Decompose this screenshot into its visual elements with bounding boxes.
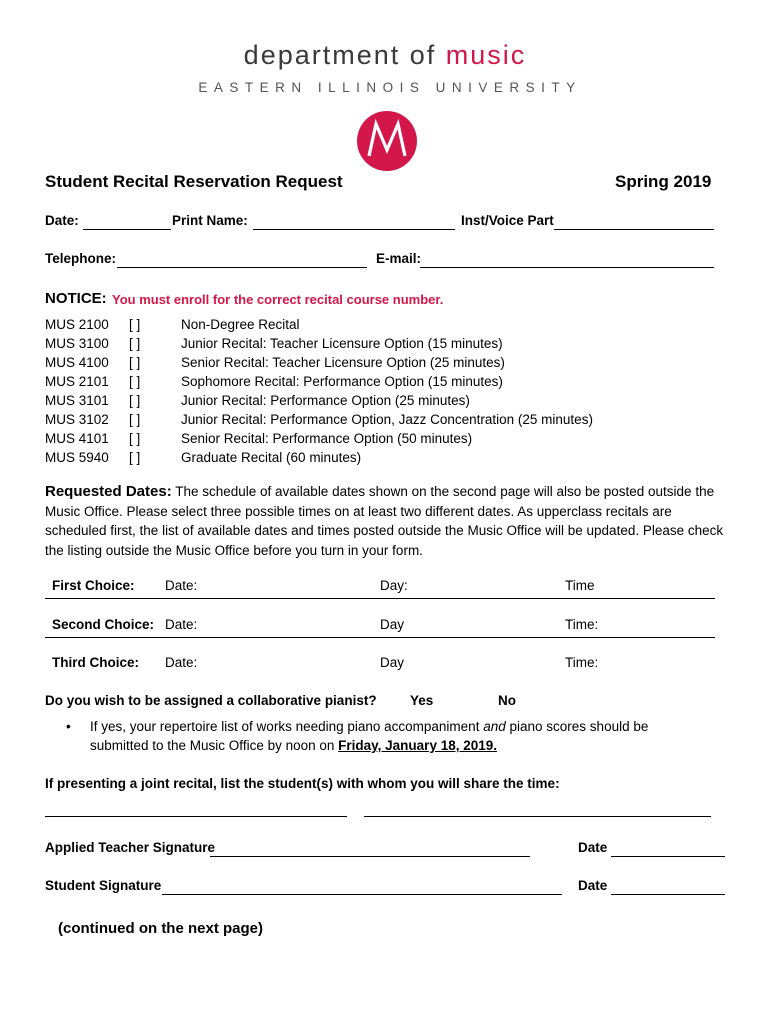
course-desc: Senior Recital: Performance Option (50 minutes) — [181, 431, 473, 446]
teacher-date-field[interactable] — [611, 856, 725, 857]
choice-label: First Choice: — [52, 578, 135, 593]
second-choice-row[interactable] — [45, 617, 715, 638]
telephone-label: Telephone: — [45, 251, 117, 266]
course-desc: Junior Recital: Performance Option, Jazz Concentration (25 minutes) — [181, 412, 593, 427]
course-code: MUS 2101 — [45, 374, 109, 389]
teacher-date-label: Date — [578, 840, 608, 855]
course-checkbox[interactable]: [ ] — [129, 317, 141, 332]
choice-date-label: Date: — [165, 655, 198, 670]
notice-label: NOTICE: — [45, 290, 107, 307]
course-code: MUS 3102 — [45, 412, 109, 427]
course-code: MUS 4100 — [45, 355, 109, 370]
course-checkbox[interactable]: [ ] — [129, 431, 141, 446]
print-name-field[interactable] — [253, 229, 455, 230]
teacher-signature-label: Applied Teacher Signature — [45, 840, 216, 855]
choice-time-label: Time — [565, 578, 595, 593]
pianist-yes-option[interactable]: Yes — [410, 693, 434, 708]
course-checkbox[interactable]: [ ] — [129, 393, 141, 408]
choice-day-label: Day: — [380, 578, 408, 593]
term-label: Spring 2019 — [615, 172, 712, 191]
choice-date-label: Date: — [165, 578, 198, 593]
bullet-text-post: piano scores should be — [509, 719, 649, 734]
course-code: MUS 3101 — [45, 393, 109, 408]
dept-music: music — [445, 40, 527, 70]
telephone-field[interactable] — [117, 267, 367, 268]
choice-day-label: Day — [380, 617, 405, 632]
joint-student-field-1[interactable] — [45, 816, 347, 817]
course-code: MUS 2100 — [45, 317, 109, 332]
course-code: MUS 3100 — [45, 336, 109, 351]
joint-recital-question: If presenting a joint recital, list the student(s) with whom you will share the time: — [45, 776, 560, 791]
choice-time-label: Time: — [565, 617, 599, 632]
course-checkbox[interactable]: [ ] — [129, 336, 141, 351]
inst-voice-field[interactable] — [554, 229, 714, 230]
course-checkbox[interactable]: [ ] — [129, 355, 141, 370]
course-desc: Sophomore Recital: Performance Option (15 minutes) — [181, 374, 503, 389]
student-date-label: Date — [578, 878, 608, 893]
date-label: Date: — [45, 213, 79, 228]
course-code: MUS 4101 — [45, 431, 109, 446]
course-checkbox[interactable]: [ ] — [129, 412, 141, 427]
department-heading — [0, 40, 770, 71]
requested-dates-heading: Requested Dates: — [45, 483, 172, 500]
pianist-bullet-line2 — [90, 738, 497, 753]
email-field[interactable] — [420, 267, 714, 268]
continued-note: (continued on the next page) — [58, 920, 263, 937]
pianist-bullet-line1 — [90, 719, 648, 734]
music-logo-icon — [356, 110, 418, 172]
form-title: Student Recital Reservation Request — [45, 172, 343, 191]
joint-student-field-2[interactable] — [364, 816, 711, 817]
course-desc: Junior Recital: Teacher Licensure Option (15 minutes) — [181, 336, 503, 351]
first-choice-row[interactable] — [45, 578, 715, 599]
course-desc: Graduate Recital (60 minutes) — [181, 450, 362, 465]
pianist-no-option[interactable]: No — [498, 693, 516, 708]
date-field[interactable] — [83, 229, 171, 230]
requested-dates-text: The schedule of available dates shown on the second page will also be posted outside the Music Office. Please select three possible times on at least two different dates. As upperclass recitals are scheduled first, the list of available dates and times posted outside the Music Office will be updated. Please check the listing outside the Music Office before you turn in your form. — [45, 484, 724, 558]
inst-voice-label: Inst/Voice Part — [461, 213, 554, 228]
email-label: E-mail: — [376, 251, 422, 266]
notice-message: You must enroll for the correct recital course number. — [112, 292, 444, 307]
bullet-text-pre: If yes, your repertoire list of works needing piano accompaniment — [90, 719, 480, 734]
student-signature-field[interactable] — [162, 894, 562, 895]
course-checkbox[interactable]: [ ] — [129, 450, 141, 465]
course-desc: Junior Recital: Performance Option (25 minutes) — [181, 393, 470, 408]
course-desc: Non-Degree Recital — [181, 317, 300, 332]
print-name-label: Print Name: — [172, 213, 248, 228]
choice-time-label: Time: — [565, 655, 599, 670]
choice-label: Second Choice: — [52, 617, 155, 632]
deadline-date: Friday, January 18, 2019. — [338, 738, 497, 753]
teacher-signature-field[interactable] — [210, 856, 530, 857]
pianist-question: Do you wish to be assigned a collaborative pianist? — [45, 693, 377, 708]
university-name: EASTERN ILLINOIS UNIVERSITY — [198, 80, 582, 95]
course-code: MUS 5940 — [45, 450, 109, 465]
student-signature-label: Student Signature — [45, 878, 162, 893]
dept-prefix: department of — [243, 40, 437, 70]
course-desc: Senior Recital: Teacher Licensure Option (25 minutes) — [181, 355, 505, 370]
choice-day-label: Day — [380, 655, 405, 670]
choice-label: Third Choice: — [52, 655, 139, 670]
requested-dates-paragraph — [45, 482, 725, 560]
bullet-line2-text: submitted to the Music Office by noon on — [90, 738, 335, 753]
choice-date-label: Date: — [165, 617, 198, 632]
student-date-field[interactable] — [611, 894, 725, 895]
course-checkbox[interactable]: [ ] — [129, 374, 141, 389]
bullet-text-em: and — [483, 719, 506, 734]
bullet-icon: • — [66, 719, 71, 734]
